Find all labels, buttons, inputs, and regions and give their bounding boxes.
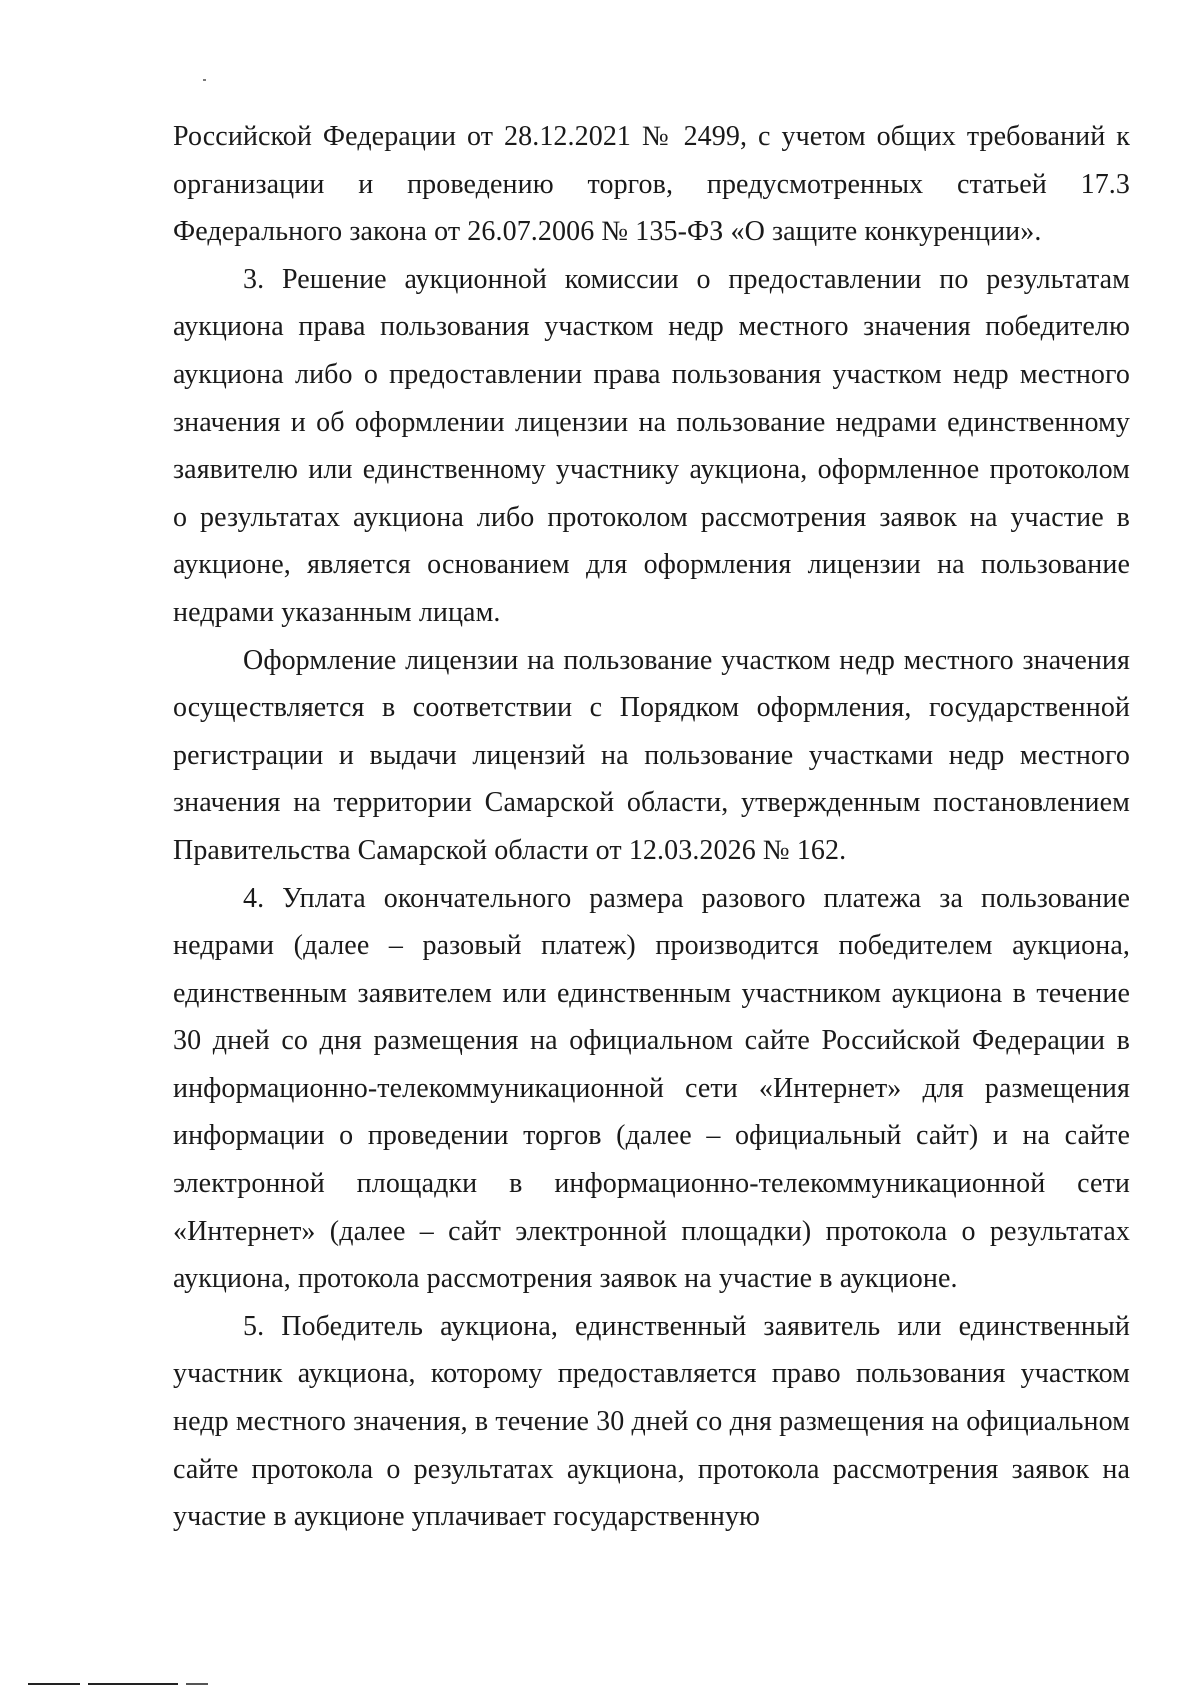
paragraph-item-5: 5. Победитель аукциона, единственный заявитель или единственный участник аукциона, которому предоставляется право пользования участком недр местного значения, в течение 30 дней со дня размещения на официальном сайте протокола о результатах аукциона, протокола рассмотрения заявок на участие в аукционе уплачивает государственную	[173, 1310, 1130, 1533]
paragraph-continuation: Российской Федерации от 28.12.2021 № 2499, с учетом общих требований к организации и проведению торгов, предусмотренных статьей 17.3 Федерального закона от 26.07.2006 № 135-ФЗ «О защите конкуренции».	[173, 121, 1130, 248]
footer-rule	[28, 1683, 208, 1685]
scan-dot-mark	[203, 79, 206, 81]
paragraph-item-4: 4. Уплата окончательного размера разового платежа за пользование недрами (далее – разовый платеж) производится победителем аукциона, единственным заявителем или единственным участником аукциона в течение 30 дней со дня размещения на официальном сайте Российской Федерации в информационно-телекоммуникационной сети «Интернет» для размещения информации о проведении торгов (далее – официальный сайт) и на сайте электронной площадки в информационно-телекоммуникационной сети «Интернет» (далее – сайт электронной площадки) протокола о результатах аукциона, протокола рассмотрения заявок на участие в аукционе.	[173, 882, 1130, 1295]
document-body	[173, 113, 1130, 1541]
paragraph-license-registration: Оформление лицензии на пользование участком недр местного значения осуществляется в соответствии с Порядком оформления, государственной регистрации и выдачи лицензий на пользование участками недр местного значения на территории Самарской области, утвержденным постановлением Правительства Самарской области от 12.03.2026 № 162.	[173, 644, 1130, 866]
paragraph-item-3: 3. Решение аукционной комиссии о предоставлении по результатам аукциона права пользования участком недр местного значения победителю аукциона либо о предоставлении права пользования участком недр местного значения и об оформлении лицензии на пользование недрами единственному заявителю или единственному участнику аукциона, оформленное протоколом о результатах аукциона либо протоколом рассмотрения заявок на участие в аукционе, является основанием для оформления лицензии на пользование недрами указанным лицам.	[173, 263, 1130, 628]
